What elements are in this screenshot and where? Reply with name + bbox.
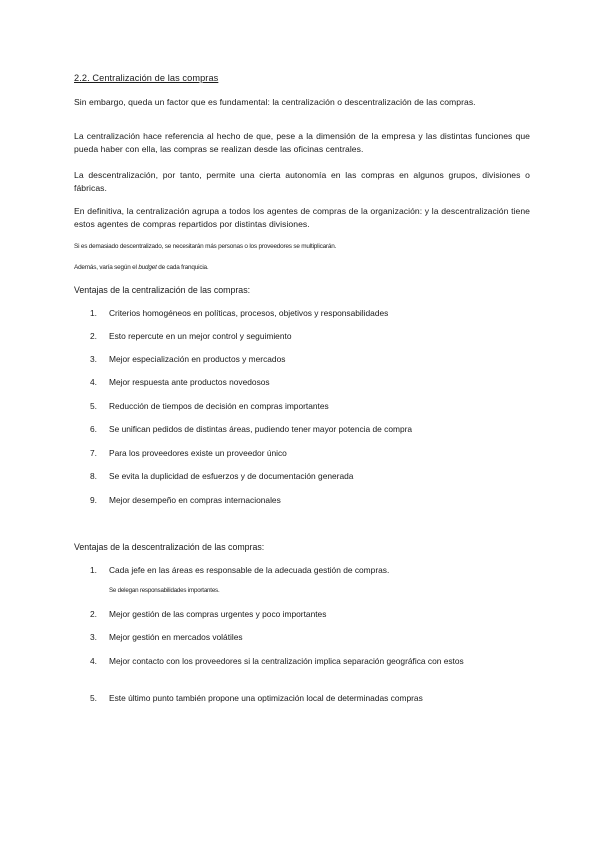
- item-number: 2.: [90, 609, 97, 619]
- item-number: 9.: [90, 495, 97, 505]
- item-text: Para los proveedores existe un proveedor único: [109, 448, 287, 458]
- item-text: Criterios homogéneos en políticas, procesos, objetivos y responsabilidades: [109, 308, 389, 318]
- item-text: Cada jefe en las áreas es responsable de la adecuada gestión de compras.: [109, 565, 390, 575]
- note-text: de cada franquicia.: [156, 264, 209, 271]
- item-number: 8.: [90, 471, 97, 481]
- paragraph: La descentralización, por tanto, permite una cierta autonomía en las compras en algunos grupos, divisiones o fábricas.: [74, 170, 530, 194]
- item-text: Mejor especialización en productos y mercados: [109, 354, 286, 364]
- paragraph: La centralización hace referencia al hecho de que, pese a la dimensión de la empresa y las distintas funciones que pueda haber con ella, las compras se realizan desde las oficinas centrales.: [74, 131, 530, 155]
- paragraph: En definitiva, la centralización agrupa a todos los agentes de compras de la organización: y la descentralización tiene estos agentes de compras repartidos por distintas divisiones.: [74, 206, 530, 230]
- handwritten-note: Se delegan responsabilidades importantes.: [109, 587, 220, 594]
- item-number: 4.: [90, 377, 97, 387]
- item-text: Se unifican pedidos de distintas áreas, pudiendo tener mayor potencia de compra: [109, 424, 413, 434]
- item-text: Esto repercute en un mejor control y seguimiento: [109, 331, 292, 341]
- item-text: Mejor desempeño en compras internacionales: [109, 495, 281, 505]
- note-italic: budget: [138, 264, 157, 271]
- paragraph: Sin embargo, queda un factor que es fundamental: la centralización o descentralización de las compras.: [74, 97, 476, 107]
- item-number: 3.: [90, 354, 97, 364]
- item-number: 6.: [90, 424, 97, 434]
- item-number: 2.: [90, 331, 97, 341]
- item-text: Se evita la duplicidad de esfuerzos y de documentación generada: [109, 471, 354, 481]
- section-heading: 2.2. Centralización de las compras: [74, 73, 219, 83]
- item-number: 5.: [90, 693, 97, 703]
- item-text: Mejor respuesta ante productos novedosos: [109, 377, 270, 387]
- note-text: Además, varía según el: [74, 264, 139, 271]
- item-number: 3.: [90, 632, 97, 642]
- decentralization-list-title: Ventajas de la descentralización de las compras:: [74, 542, 265, 552]
- handwritten-note: [74, 264, 208, 271]
- item-text: Mejor gestión de las compras urgentes y poco importantes: [109, 609, 327, 619]
- item-number: 5.: [90, 401, 97, 411]
- item-text: Mejor contacto con los proveedores si la centralización implica separación geográfica con estos: [109, 656, 464, 666]
- item-text: Reducción de tiempos de decisión en compras importantes: [109, 401, 329, 411]
- centralization-list-title: Ventajas de la centralización de las compras:: [74, 285, 251, 295]
- item-text: Este último punto también propone una optimización local de determinadas compras: [109, 693, 423, 703]
- item-number: 1.: [90, 308, 97, 318]
- handwritten-note: Si es demasiado descentralizado, se necesitarán más personas o los proveedores se multiplicarán.: [74, 243, 337, 250]
- item-text: Mejor gestión en mercados volátiles: [109, 632, 243, 642]
- item-number: 7.: [90, 448, 97, 458]
- item-number: 1.: [90, 565, 97, 575]
- item-number: 4.: [90, 656, 97, 666]
